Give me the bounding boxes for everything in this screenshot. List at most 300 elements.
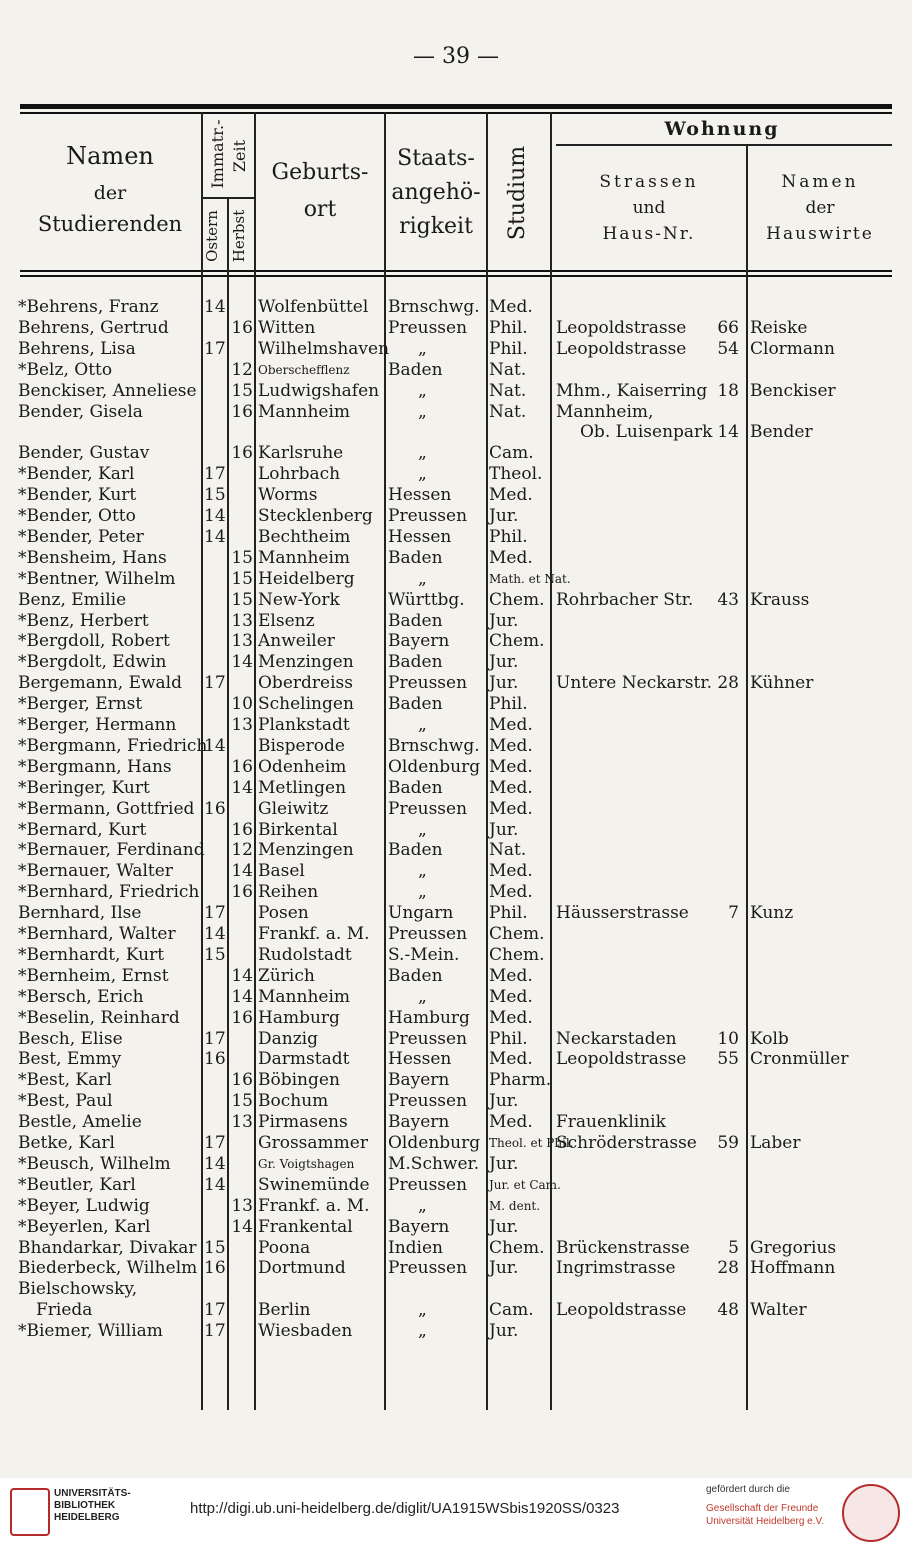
birthplace: Danzig <box>258 1028 318 1049</box>
table-row <box>0 1300 912 1321</box>
street-address <box>556 381 739 402</box>
student-name: *Bersch, Erich <box>18 986 144 1007</box>
study-field: Cam. <box>489 1300 534 1321</box>
nationality: Preussen <box>388 1174 468 1195</box>
student-name: *Bernauer, Walter <box>18 861 173 882</box>
street-address <box>556 1049 739 1070</box>
study-field: Jur. et Cam. <box>489 1177 561 1192</box>
nationality: „ <box>418 1300 427 1321</box>
study-field: Chem. <box>489 944 545 965</box>
birthplace: Mannheim <box>258 986 351 1007</box>
landlord-name: Bender <box>750 422 813 443</box>
birthplace: Zürich <box>258 965 315 986</box>
birthplace: Gr. Voigtshagen <box>258 1156 355 1171</box>
table-row <box>0 1112 912 1133</box>
student-name: *Beselin, Reinhard <box>18 1007 180 1028</box>
immatr-herbst: 12 <box>231 840 253 861</box>
student-name: Frieda <box>36 1300 93 1321</box>
table-row <box>0 464 912 485</box>
table-row <box>0 799 912 820</box>
student-name: *Bentner, Wilhelm <box>18 568 176 589</box>
nationality: „ <box>418 380 427 401</box>
table-row <box>0 1196 912 1217</box>
birthplace: Frankf. a. M. <box>258 1195 370 1216</box>
birthplace: Schelingen <box>258 694 354 715</box>
study-field: Med. <box>489 777 533 798</box>
nationality: Preussen <box>388 317 468 338</box>
sponsor-name: Gesellschaft der Freunde Universität Heidelberg e.V. <box>706 1503 825 1527</box>
student-name: Biederbeck, Wilhelm <box>18 1258 198 1279</box>
nationality: Baden <box>388 840 443 861</box>
table-row <box>0 861 912 882</box>
page-number: — 39 — <box>413 44 499 69</box>
nationality: Preussen <box>388 924 468 944</box>
immatr-ostern: 15 <box>204 1237 226 1258</box>
student-name: *Bergmann, Friedrich <box>18 735 208 756</box>
study-field: Chem. <box>489 924 545 944</box>
table-row <box>0 840 912 861</box>
study-field: Phil. <box>489 1028 528 1049</box>
study-field: Jur. <box>489 673 519 694</box>
nationality: Baden <box>388 694 443 715</box>
study-field: Theol. et Phil. <box>489 1136 574 1150</box>
landlord-name: Kühner <box>750 673 814 694</box>
table-row <box>0 945 912 966</box>
study-field: Phil. <box>489 317 528 338</box>
immatr-ostern: 17 <box>204 338 226 359</box>
student-name: Bernhard, Ilse <box>18 903 142 924</box>
header-zeit: Zeit <box>230 139 249 173</box>
study-field: Nat. <box>489 359 527 380</box>
immatr-ostern: 15 <box>204 485 226 506</box>
nationality: „ <box>418 464 427 485</box>
nationality: „ <box>418 568 427 589</box>
immatr-ostern: 14 <box>204 924 226 944</box>
header-staats: Staats- <box>397 146 475 171</box>
study-field: Nat. <box>489 380 527 401</box>
street-name: Häusserstrasse <box>556 903 689 924</box>
birthplace: Bechtheim <box>258 526 351 547</box>
nationality: Brnschwg. <box>388 735 480 756</box>
birthplace: Birkental <box>258 819 338 840</box>
student-name: *Berger, Ernst <box>18 694 143 715</box>
table-row <box>0 1175 912 1196</box>
nationality: Württbg. <box>388 589 465 610</box>
nationality: Preussen <box>388 1258 468 1279</box>
student-name: *Bender, Karl <box>18 464 135 485</box>
study-field: Jur. <box>489 1091 519 1112</box>
header-geburts: Geburts- <box>271 160 369 185</box>
landlord-name: Cronmüller <box>750 1049 849 1070</box>
nationality: Brnschwg. <box>388 297 480 317</box>
header-wohnung: Wohnung <box>664 118 780 140</box>
student-name: *Bergdoll, Robert <box>18 631 170 652</box>
immatr-ostern: 14 <box>204 1153 226 1174</box>
street-address <box>556 903 739 924</box>
nationality: Indien <box>388 1237 443 1258</box>
immatr-herbst: 14 <box>231 986 253 1007</box>
table-row <box>0 1258 912 1279</box>
nationality: S.-Mein. <box>388 944 460 965</box>
header-bottom-rule-2 <box>20 275 892 277</box>
table-row <box>0 360 912 381</box>
birthplace: Darmstadt <box>258 1049 350 1070</box>
student-name: *Beutler, Karl <box>18 1174 136 1195</box>
street-name: Leopoldstrasse <box>556 1300 687 1321</box>
header-und: und <box>632 198 666 218</box>
student-name: *Bernauer, Ferdinand <box>18 840 205 861</box>
table-row <box>0 924 912 945</box>
immatr-herbst: 13 <box>231 1195 253 1216</box>
birthplace: Worms <box>258 485 318 506</box>
study-field: Phil. <box>489 526 528 547</box>
table-row <box>0 694 912 715</box>
study-field: Jur. <box>489 506 519 526</box>
table-row <box>0 1133 912 1154</box>
immatr-ostern: 14 <box>204 1174 226 1195</box>
student-name: Benckiser, Anneliese <box>18 380 197 401</box>
study-field: Med. <box>489 735 533 756</box>
nationality: „ <box>418 401 427 422</box>
street-name: Mannheim, <box>556 401 654 422</box>
top-rule-thin <box>20 112 892 114</box>
header-strassen: Strassen <box>599 172 699 192</box>
table-row <box>0 1321 912 1342</box>
nationality: Baden <box>388 652 443 673</box>
nationality: „ <box>418 443 427 464</box>
student-name: *Bender, Kurt <box>18 485 137 506</box>
nationality: Baden <box>388 359 443 380</box>
nationality: Ungarn <box>388 903 454 924</box>
student-name: *Bernhard, Walter <box>18 924 176 944</box>
table-row <box>0 590 912 611</box>
nationality: Oldenburg <box>388 756 481 777</box>
street-name: Leopoldstrasse <box>556 317 687 338</box>
study-field: Nat. <box>489 401 527 422</box>
birthplace: Wolfenbüttel <box>258 297 369 317</box>
street-address <box>556 1133 739 1154</box>
birthplace: Stecklenberg <box>258 506 373 526</box>
table-row <box>0 485 912 506</box>
header-immatr: Immatr.- <box>208 119 227 189</box>
table-row <box>0 318 912 339</box>
street-name: Ob. Luisenpark <box>580 422 713 443</box>
table-row <box>0 673 912 694</box>
immatr-herbst: 13 <box>231 631 253 652</box>
student-name: Bhandarkar, Divakar <box>18 1237 197 1258</box>
student-name: Benz, Emilie <box>18 589 127 610</box>
immatr-ostern: 17 <box>204 1300 226 1321</box>
table-row <box>0 1049 912 1070</box>
birthplace: Berlin <box>258 1300 311 1321</box>
immatr-herbst: 15 <box>231 568 253 589</box>
birthplace: Reihen <box>258 882 319 903</box>
house-number: 28 <box>717 673 739 694</box>
student-name: Best, Emmy <box>18 1049 122 1070</box>
header-hauswirte: Hauswirte <box>766 224 874 244</box>
immatr-ostern: 15 <box>204 944 226 965</box>
immatr-herbst: 16 <box>231 882 253 903</box>
study-field: Med. <box>489 1007 533 1028</box>
birthplace: Pirmasens <box>258 1112 348 1133</box>
birthplace: Plankstadt <box>258 715 350 735</box>
nationality: Preussen <box>388 673 468 694</box>
table-row <box>0 1091 912 1112</box>
landlord-name: Krauss <box>750 589 810 610</box>
landlord-name: Gregorius <box>750 1237 837 1258</box>
birthplace: Anweiler <box>258 631 335 652</box>
birthplace: Menzingen <box>258 840 354 861</box>
student-name: *Bergmann, Hans <box>18 756 172 777</box>
house-number: 10 <box>717 1028 739 1049</box>
immatr-ostern: 17 <box>204 1321 226 1342</box>
house-number: 59 <box>717 1133 739 1153</box>
student-name: *Bernhard, Friedrich <box>18 882 200 903</box>
header-studium: Studium <box>505 145 530 241</box>
immatr-herbst: 14 <box>231 965 253 986</box>
house-number: 28 <box>717 1258 739 1279</box>
birthplace: Grossammer <box>258 1133 368 1153</box>
library-logo-icon <box>10 1488 50 1536</box>
immatr-herbst: 16 <box>231 819 253 840</box>
student-name: Bender, Gustav <box>18 443 150 464</box>
header-der: der <box>93 182 127 204</box>
table-row <box>0 631 912 652</box>
street-name: Mhm., Kaiserring <box>556 380 708 401</box>
birthplace: Odenheim <box>258 756 347 777</box>
study-field: Phil. <box>489 338 528 359</box>
birthplace: Frankf. a. M. <box>258 924 370 944</box>
nationality: Preussen <box>388 798 468 819</box>
street-address <box>556 1029 739 1050</box>
house-number: 48 <box>717 1300 739 1321</box>
study-field: Cam. <box>489 443 534 464</box>
study-field: Phil. <box>489 694 528 715</box>
landlord-name: Kunz <box>750 903 794 924</box>
street-address <box>556 590 739 611</box>
immatr-herbst: 16 <box>231 1070 253 1091</box>
immatr-ostern: 16 <box>204 1258 226 1279</box>
student-name: *Bernhardt, Kurt <box>18 944 165 965</box>
university-seal-icon <box>842 1484 900 1542</box>
street-name: Rohrbacher Str. <box>556 589 694 610</box>
nationality: „ <box>418 819 427 840</box>
study-field: Jur. <box>489 1258 519 1279</box>
street-name: Leopoldstrasse <box>556 1049 687 1070</box>
nationality: Hessen <box>388 526 452 547</box>
study-field: M. dent. <box>489 1198 541 1213</box>
birthplace: Wilhelmshaven <box>258 338 390 359</box>
student-name: *Biemer, William <box>18 1321 163 1342</box>
immatr-ostern: 17 <box>204 673 226 694</box>
study-field: Theol. <box>489 464 543 485</box>
student-name: *Bernard, Kurt <box>18 819 147 840</box>
table-row <box>0 402 912 423</box>
top-rule-thick <box>20 104 892 109</box>
landlord-name: Benckiser <box>750 380 836 401</box>
student-name: *Beyer, Ludwig <box>18 1195 150 1216</box>
student-name: *Bermann, Gottfried <box>18 798 195 819</box>
birthplace: Gleiwitz <box>258 798 329 819</box>
immatr-herbst: 15 <box>231 380 253 401</box>
student-name: *Best, Karl <box>18 1070 112 1091</box>
nationality: Hessen <box>388 1049 452 1070</box>
table-row <box>0 882 912 903</box>
student-name: Bergemann, Ewald <box>18 673 182 694</box>
birthplace: Dortmund <box>258 1258 346 1279</box>
study-field: Med. <box>489 297 533 317</box>
study-field: Chem. <box>489 631 545 652</box>
birthplace: Poona <box>258 1237 311 1258</box>
student-name: *Belz, Otto <box>18 359 113 380</box>
header-ostern: Ostern <box>203 210 221 262</box>
nationality: Bayern <box>388 631 450 652</box>
street-address <box>556 339 739 360</box>
nationality: Bayern <box>388 1216 450 1237</box>
birthplace: Oberschefflenz <box>258 362 350 377</box>
immatr-herbst: 13 <box>231 1112 253 1133</box>
student-name: *Benz, Herbert <box>18 610 149 631</box>
student-name: *Bernheim, Ernst <box>18 965 169 986</box>
immatr-herbst: 12 <box>231 359 253 380</box>
header-der-wirte: der <box>805 198 835 218</box>
nationality: „ <box>418 338 427 359</box>
header-bottom-rule <box>20 270 892 272</box>
birthplace: Swinemünde <box>258 1174 370 1195</box>
immatr-herbst: 16 <box>231 317 253 338</box>
house-number: 14 <box>717 422 739 443</box>
study-field: Jur. <box>489 819 519 840</box>
table-row <box>0 381 912 402</box>
birthplace: Hamburg <box>258 1007 340 1028</box>
immatr-ostern: 14 <box>204 297 226 317</box>
birthplace: Basel <box>258 861 305 882</box>
student-name: Behrens, Gertrud <box>18 317 169 338</box>
house-number: 54 <box>717 338 739 359</box>
nationality: „ <box>418 986 427 1007</box>
house-number: 7 <box>728 903 739 924</box>
birthplace: Bisperode <box>258 735 345 756</box>
study-field: Med. <box>489 986 533 1007</box>
house-number: 18 <box>717 380 739 401</box>
table-row <box>0 506 912 527</box>
nationality: Preussen <box>388 506 468 526</box>
birthplace: Witten <box>258 317 316 338</box>
landlord-name: Kolb <box>750 1028 789 1049</box>
birthplace: Bochum <box>258 1091 329 1112</box>
table-row <box>0 569 912 590</box>
immatr-ostern: 14 <box>204 506 226 526</box>
table-row <box>0 1008 912 1029</box>
birthplace: New-York <box>258 589 340 610</box>
birthplace: Mannheim <box>258 547 351 568</box>
birthplace: Metlingen <box>258 777 347 798</box>
student-name: *Best, Paul <box>18 1091 113 1112</box>
immatr-herbst: 16 <box>231 1007 253 1028</box>
nationality: Baden <box>388 610 443 631</box>
nationality: M.Schwer. <box>388 1153 480 1174</box>
student-name: Bestle, Amelie <box>18 1112 142 1133</box>
birthplace: Ludwigshafen <box>258 380 380 401</box>
nationality: „ <box>418 1195 427 1216</box>
birthplace: Böbingen <box>258 1070 340 1091</box>
birthplace: Oberdreiss <box>258 673 353 694</box>
street-name: Frauenklinik <box>556 1112 666 1133</box>
table-row <box>0 297 912 318</box>
study-field: Med. <box>489 547 533 568</box>
nationality: Hamburg <box>388 1007 470 1028</box>
nationality: Preussen <box>388 1028 468 1049</box>
immatr-herbst: 15 <box>231 547 253 568</box>
street-address <box>556 402 739 423</box>
student-name: *Bender, Peter <box>18 526 144 547</box>
nationality: Preussen <box>388 1091 468 1112</box>
table-row <box>0 1070 912 1091</box>
street-address <box>556 1112 739 1133</box>
study-field: Jur. <box>489 610 519 631</box>
street-address <box>556 318 739 339</box>
immatr-ostern: 16 <box>204 798 226 819</box>
table-row <box>0 1279 912 1300</box>
table-row <box>0 1217 912 1238</box>
nationality: Hessen <box>388 485 452 506</box>
table-row <box>0 1029 912 1050</box>
study-field: Nat. <box>489 840 527 861</box>
immatr-herbst: 14 <box>231 652 253 673</box>
header-namen-wirte: Namen <box>781 172 859 192</box>
landlord-name: Clormann <box>750 338 835 359</box>
table-row <box>0 736 912 757</box>
table-row <box>0 966 912 987</box>
table-row <box>0 715 912 736</box>
student-name: Behrens, Lisa <box>18 338 136 359</box>
immatr-ostern: 17 <box>204 464 226 485</box>
table-row <box>0 1154 912 1175</box>
immatr-herbst: 15 <box>231 1091 253 1112</box>
table-row <box>0 422 912 443</box>
study-field: Med. <box>489 1049 533 1070</box>
immatr-ostern: 17 <box>204 1028 226 1049</box>
immatr-herbst: 13 <box>231 715 253 735</box>
house-number: 43 <box>717 589 739 610</box>
table-row <box>0 527 912 548</box>
student-name: *Bergdolt, Edwin <box>18 652 167 673</box>
birthplace: Lohrbach <box>258 464 341 485</box>
table-row <box>0 757 912 778</box>
table-row <box>0 778 912 799</box>
house-number: 66 <box>717 317 739 338</box>
street-name: Brückenstrasse <box>556 1237 690 1258</box>
study-field: Med. <box>489 861 533 882</box>
landlord-name: Laber <box>750 1133 801 1153</box>
wohnung-rule <box>556 144 892 146</box>
study-field: Med. <box>489 485 533 506</box>
table-row <box>0 611 912 632</box>
student-name: *Bender, Otto <box>18 506 136 526</box>
nationality: „ <box>418 715 427 735</box>
study-field: Med. <box>489 965 533 986</box>
nationality: Baden <box>388 777 443 798</box>
student-name: *Behrens, Franz <box>18 297 159 317</box>
street-address <box>556 422 739 443</box>
immatr-herbst: 16 <box>231 443 253 464</box>
street-name: Untere Neckarstr. <box>556 673 712 694</box>
study-field: Jur. <box>489 652 519 673</box>
source-url[interactable]: http://digi.ub.uni-heidelberg.de/diglit/UA1915WSbis1920SS/0323 <box>190 1500 620 1517</box>
immatr-herbst: 14 <box>231 777 253 798</box>
table-row <box>0 548 912 569</box>
student-name: *Bensheim, Hans <box>18 547 167 568</box>
